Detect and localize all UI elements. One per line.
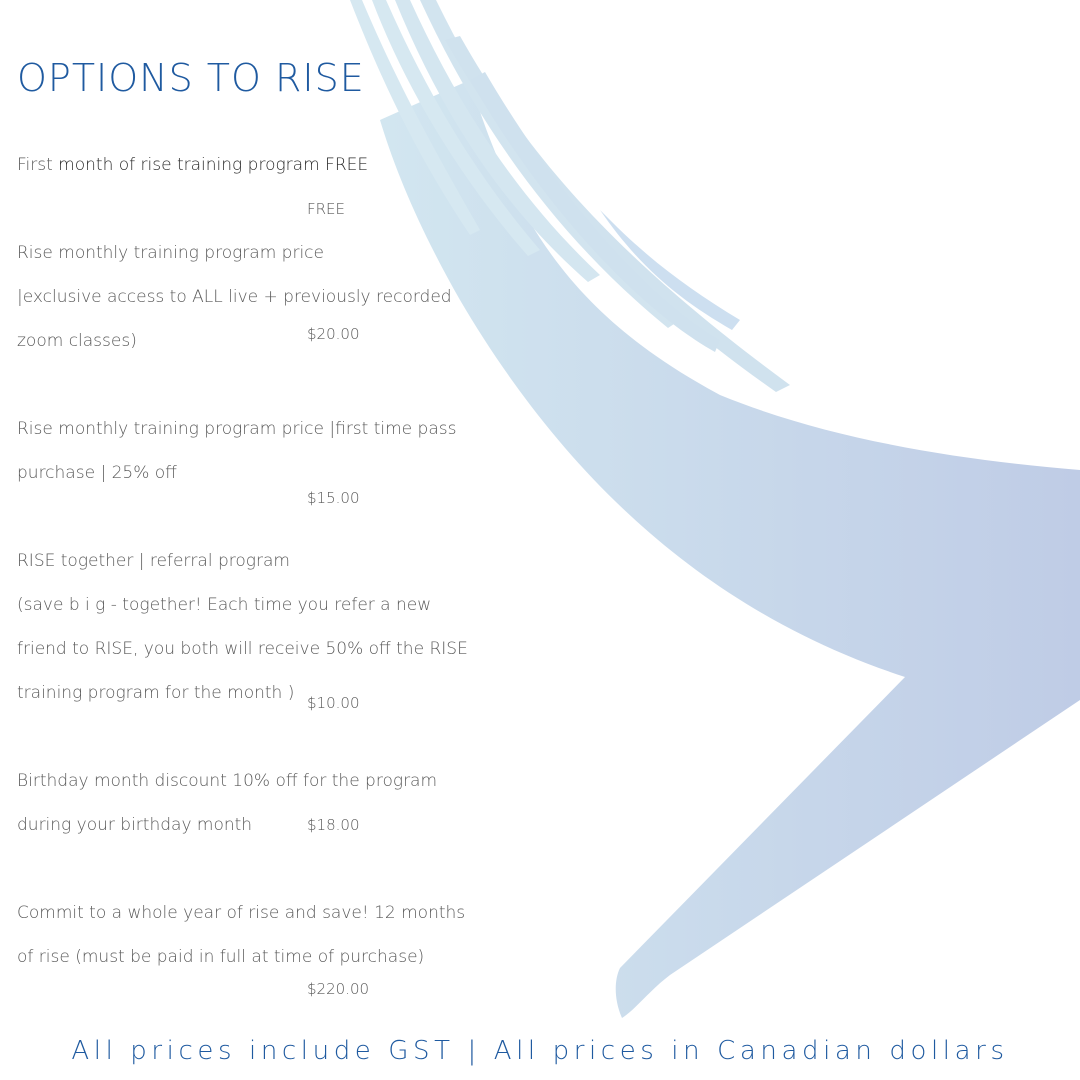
option-first-time-line-1: Rise monthly training program price |first time pass — [17, 419, 457, 439]
option-birthday-line-1: Birthday month discount 10% off for the program — [17, 771, 438, 791]
option-annual-line-2: of rise (must be paid in full at time of purchase) — [17, 947, 425, 967]
option-first-month-price: FREE — [307, 200, 346, 218]
option-first-month-label — [17, 157, 368, 174]
swoosh-body — [380, 80, 1080, 1018]
option-annual-line-1: Commit to a whole year of rise and save! 12 months — [17, 903, 466, 923]
option-birthday-line-2: during your birthday month — [17, 815, 253, 835]
option-monthly-price: $20.00 — [307, 325, 360, 343]
label-prefix: First — [17, 155, 53, 175]
page-title: OPTIONS TO RISE — [17, 56, 365, 100]
option-birthday-price: $18.00 — [307, 816, 360, 834]
option-referral-line-1: RISE together | referral program — [17, 551, 290, 571]
label-rest: month of rise training program FREE — [52, 155, 369, 175]
option-referral-price: $10.00 — [307, 694, 360, 712]
option-referral-line-4: training program for the month ) — [17, 683, 295, 703]
option-monthly-line-1: Rise monthly training program price — [17, 243, 324, 263]
option-referral-line-2: (save b i g - together! Each time you refer a new — [17, 595, 432, 615]
option-first-time-price: $15.00 — [307, 489, 360, 507]
option-annual-price: $220.00 — [307, 980, 370, 998]
option-monthly-line-3: zoom classes) — [17, 331, 137, 351]
option-first-time-line-2: purchase | 25% off — [17, 463, 177, 483]
option-monthly-line-2: |exclusive access to ALL live + previously recorded — [17, 287, 452, 307]
option-referral-line-3: friend to RISE, you both will receive 50% off the RISE — [17, 639, 468, 659]
footer-note: All prices include GST | All prices in Canadian dollars — [71, 1036, 1009, 1066]
